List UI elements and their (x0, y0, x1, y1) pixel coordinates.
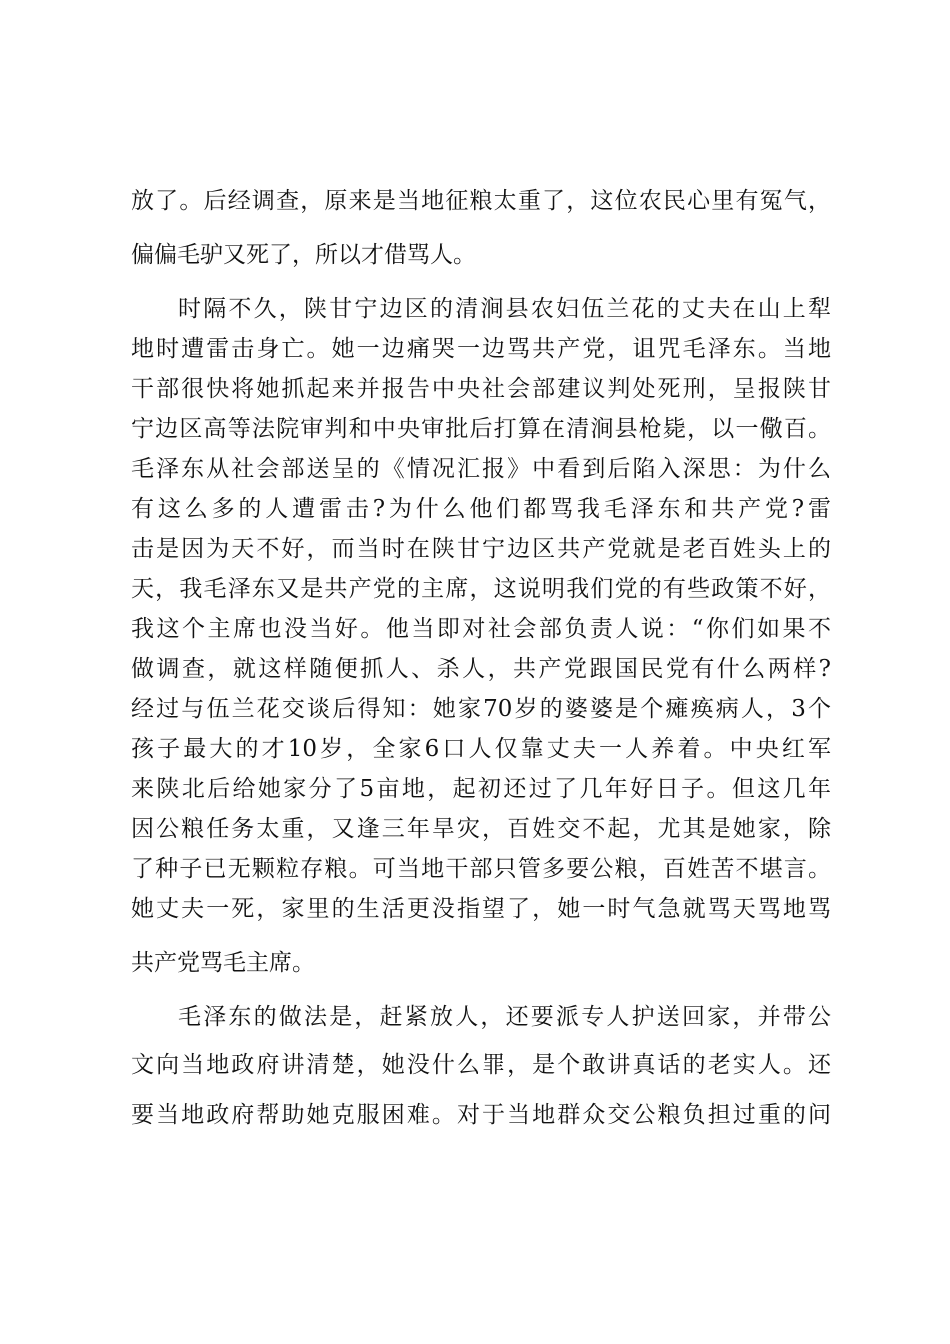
text-line: 击是因为天不好，而当时在陕甘宁边区共产党就是老百姓头上的 (131, 536, 831, 562)
text-line: 有这么多的人遭雷击?为什么他们都骂我毛泽东和共产党?雷 (131, 496, 831, 522)
text-line: 偏偏毛驴又死了，所以才借骂人。 (131, 242, 476, 268)
text-line: 放了。后经调查，原来是当地征粮太重了，这位农民心里有冤气， (131, 188, 831, 214)
text-line: 她丈夫一死，家里的生活更没指望了，她一时气急就骂天骂地骂 (131, 896, 831, 922)
text-line: 毛泽东从社会部送呈的《情况汇报》中看到后陷入深思：为什么 (131, 456, 831, 482)
text-line: 共产党骂毛主席。 (131, 950, 315, 976)
text-line: 干部很快将她抓起来并报告中央社会部建议判处死刑，呈报陕甘 (131, 376, 831, 402)
text-line: 来陕北后给她家分了5亩地，起初还过了几年好日子。但这几年 (131, 776, 831, 802)
text-line: 因公粮任务太重，又逢三年旱灾，百姓交不起，尤其是她家，除 (131, 816, 831, 842)
paragraph-first-line: 毛泽东的做法是，赶紧放人，还要派专人护送回家，并带公 (178, 1004, 831, 1030)
paragraph-first-line: 时隔不久，陕甘宁边区的清涧县农妇伍兰花的丈夫在山上犁 (178, 296, 831, 322)
text-line: 宁边区高等法院审判和中央审批后打算在清涧县枪毙，以一儆百。 (131, 416, 831, 442)
text-line: 我这个主席也没当好。他当即对社会部负责人说：“你们如果不 (131, 616, 831, 642)
text-line: 要当地政府帮助她克服困难。对于当地群众交公粮负担过重的问 (131, 1102, 831, 1128)
text-line: 天，我毛泽东又是共产党的主席，这说明我们党的有些政策不好， (131, 576, 831, 602)
text-line: 文向当地政府讲清楚，她没什么罪，是个敢讲真话的老实人。还 (131, 1052, 831, 1078)
text-line: 做调查，就这样随便抓人、杀人，共产党跟国民党有什么两样? (131, 656, 831, 682)
text-line: 了种子已无颗粒存粮。可当地干部只管多要公粮，百姓苦不堪言。 (131, 856, 831, 882)
text-line: 孩子最大的才10岁，全家6口人仅靠丈夫一人养着。中央红军 (131, 736, 831, 762)
text-line: 经过与伍兰花交谈后得知：她家70岁的婆婆是个瘫痪病人，3个 (131, 696, 831, 722)
text-line: 地时遭雷击身亡。她一边痛哭一边骂共产党，诅咒毛泽东。当地 (131, 336, 831, 362)
